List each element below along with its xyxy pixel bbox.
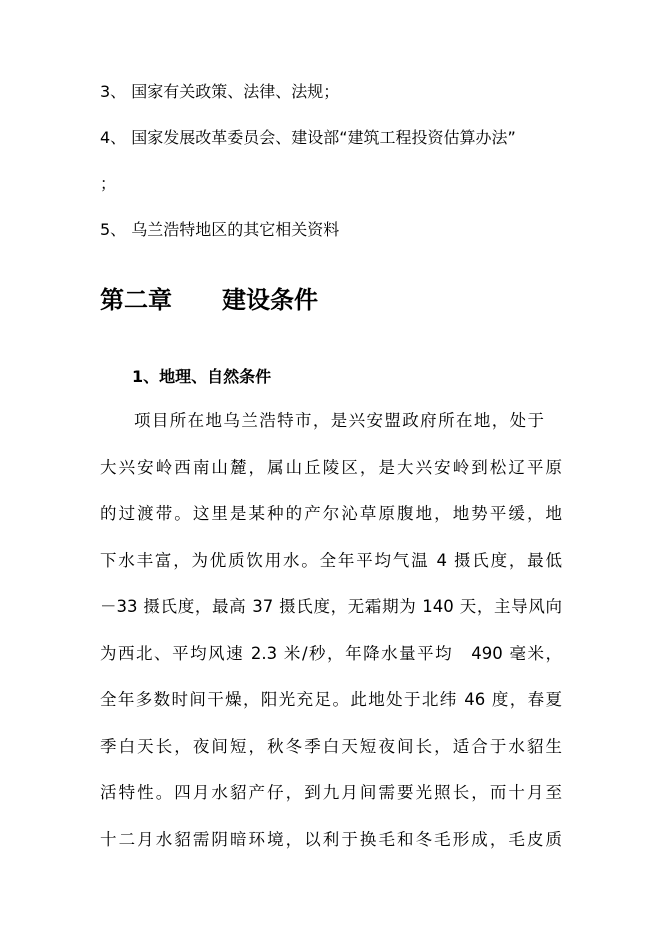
reference-item-5: 5、 乌兰浩特地区的其它相关资料 <box>100 220 340 239</box>
reference-item-4-continuation: ； <box>100 174 117 193</box>
paragraph-line: 大兴安岭西南山麓，属山丘陵区，是大兴安岭到松辽平原 <box>100 458 562 477</box>
paragraph-line: 为西北、平均风速 2.3 米/秒，年降水量平均 490 毫米， <box>100 644 562 663</box>
paragraph-line: 下水丰富，为优质饮用水。全年平均气温 4 摄氏度，最低 <box>100 551 562 570</box>
paragraph-line: 的过渡带。这里是某种的产尔沁草原腹地，地势平缓，地 <box>100 504 562 523</box>
reference-item-4: 4、 国家发展改革委员会、建设部“建筑工程投资估算办法” <box>100 128 516 147</box>
chapter-title: 建设条件 <box>222 286 318 314</box>
reference-item-3: 3、 国家有关政策、法律、法规； <box>100 82 340 101</box>
paragraph-line: 全年多数时间干燥，阳光充足。此地处于北纬 46 度，春夏 <box>100 690 562 709</box>
chapter-number: 第二章 <box>100 286 172 314</box>
section-heading: 1、地理、自然条件 <box>132 367 272 386</box>
chapter-heading <box>100 284 318 316</box>
paragraph-line: 十二月水貂需阴暗环境，以利于换毛和冬毛形成，毛皮质 <box>100 830 562 849</box>
paragraph-line: －33 摄氏度，最高 37 摄氏度，无霜期为 140 天，主导风向 <box>100 597 562 616</box>
paragraph-line: 活特性。四月水貂产仔，到九月间需要光照长，而十月至 <box>100 783 562 802</box>
paragraph-line: 项目所在地乌兰浩特市，是兴安盟政府所在地，处于 <box>134 411 544 430</box>
paragraph-line: 季白天长，夜间短，秋冬季白天短夜间长，适合于水貂生 <box>100 737 562 756</box>
